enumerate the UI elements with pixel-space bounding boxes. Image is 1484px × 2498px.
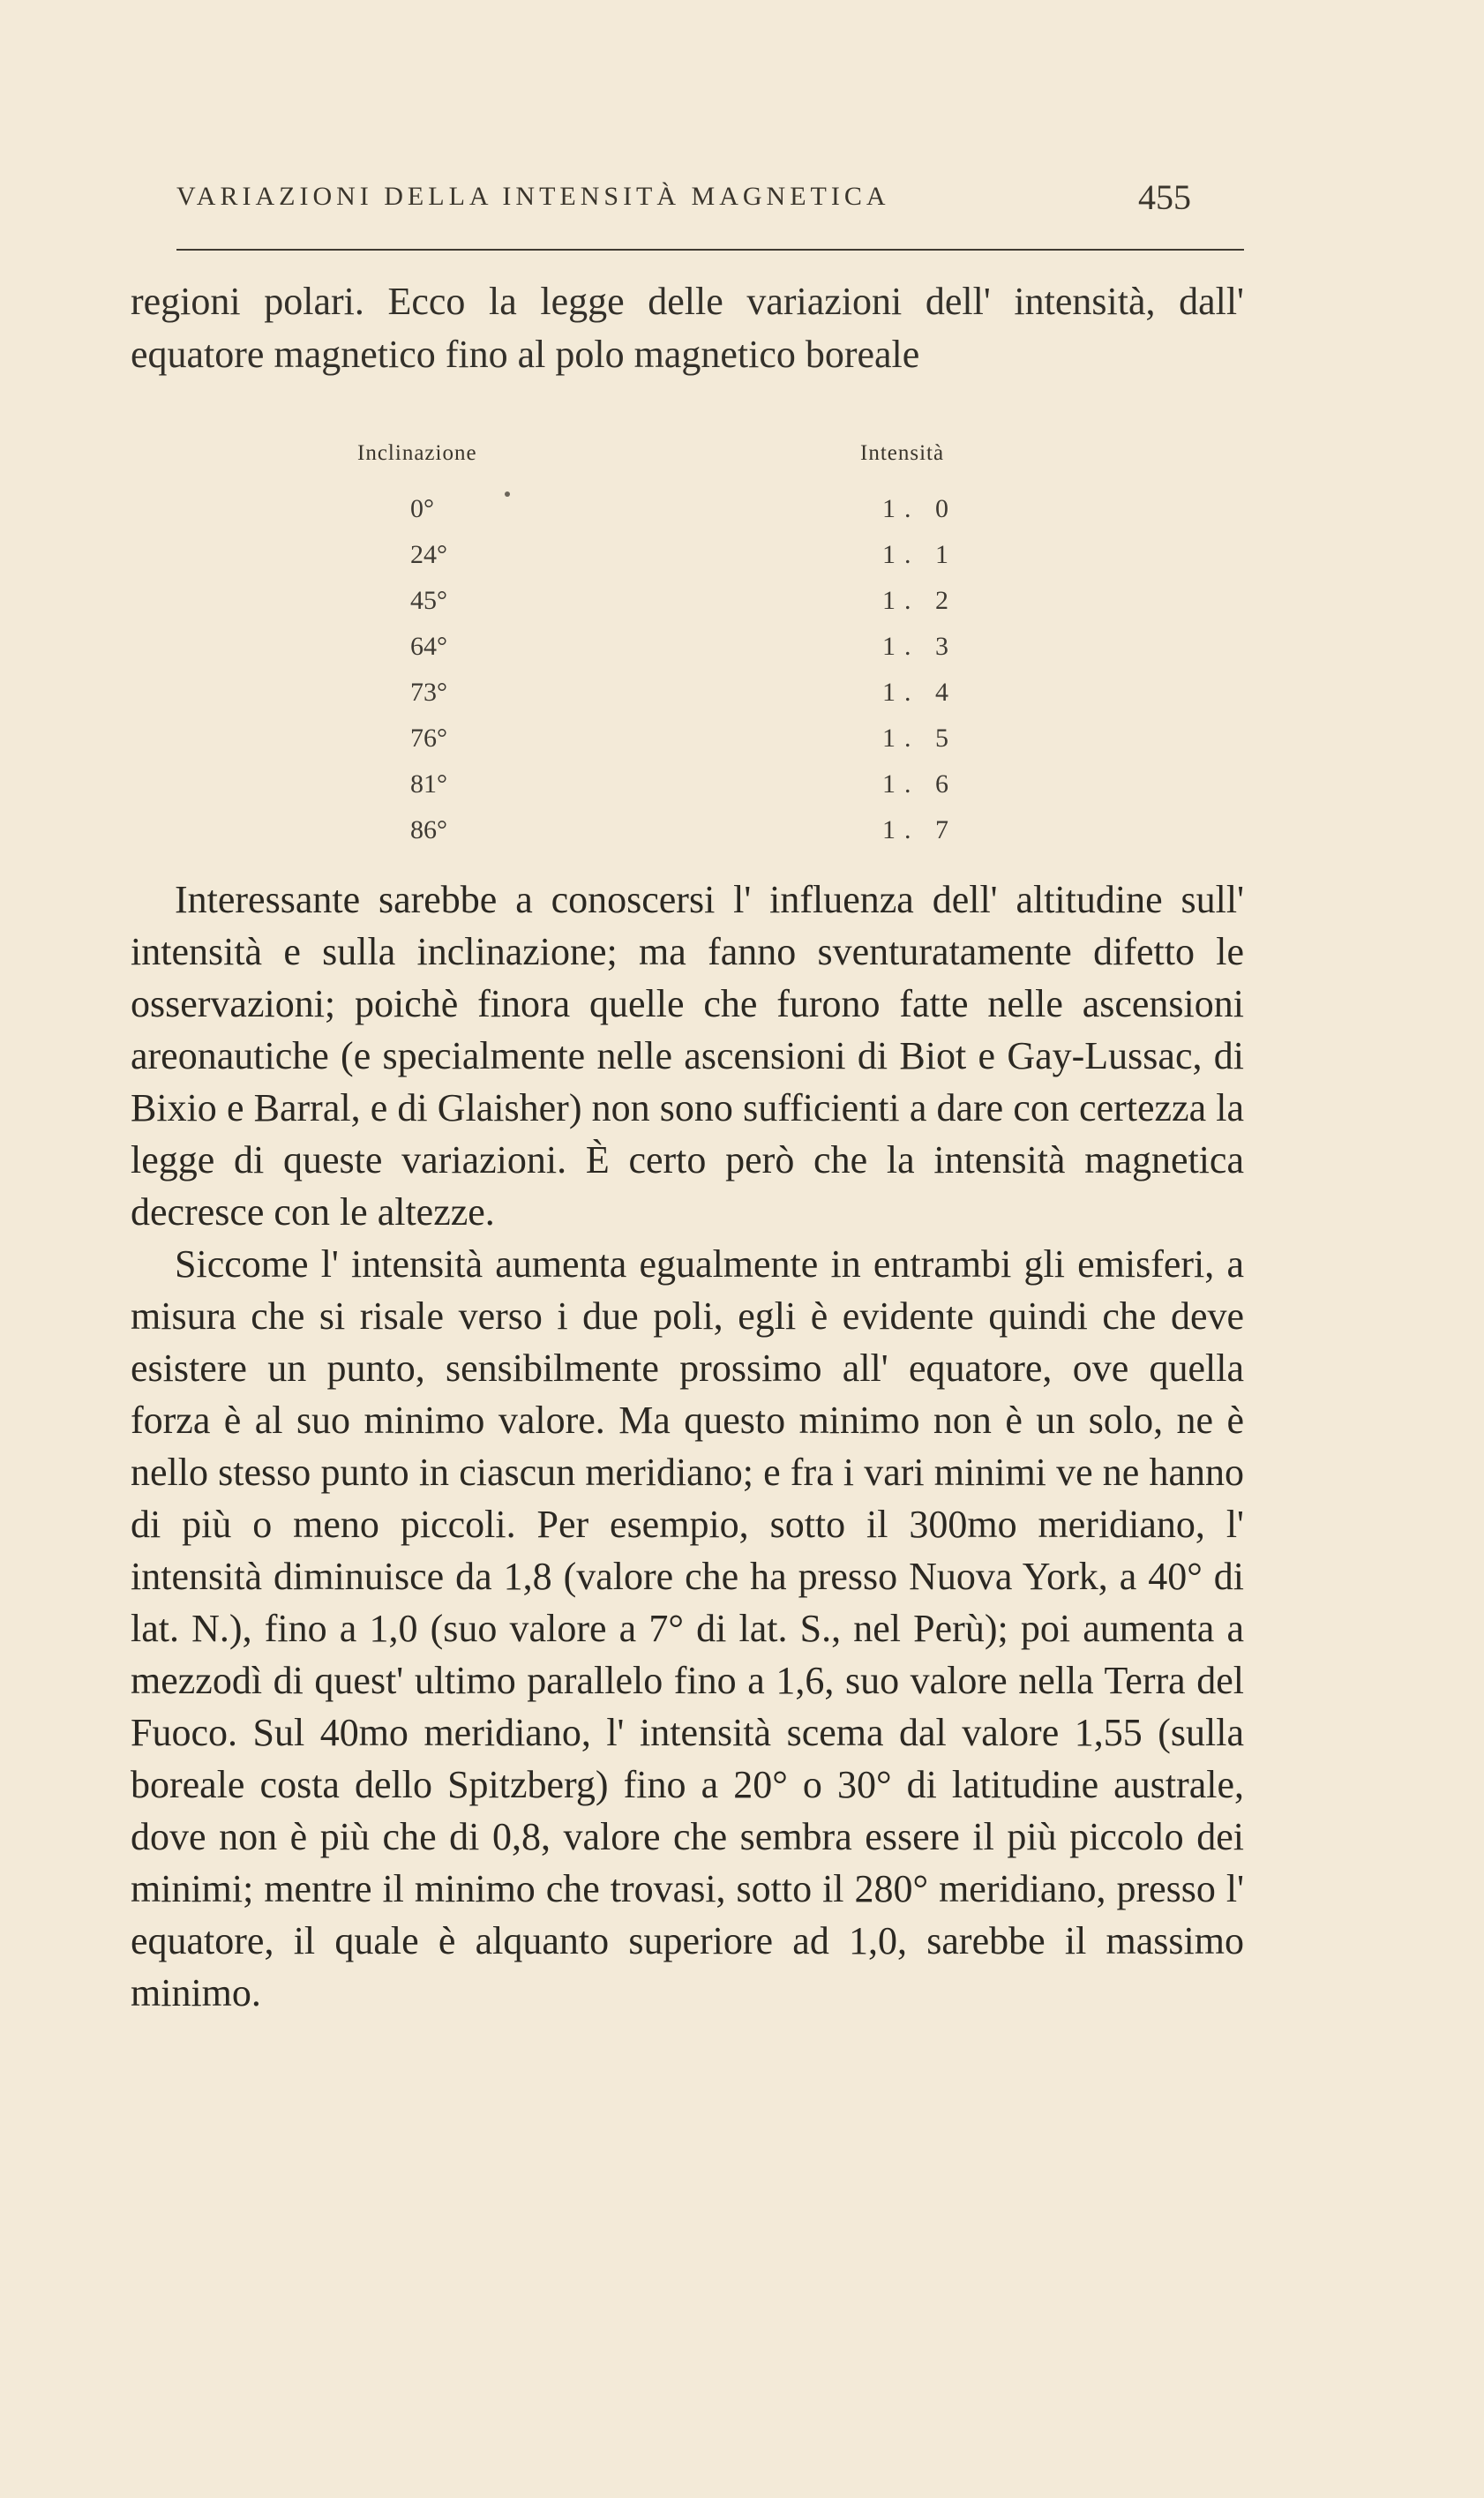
table-header-intensity: Intensità [860, 441, 945, 465]
inclination-cell: 76° [410, 724, 447, 753]
table-row [0, 724, 1484, 768]
intensity-cell: 1. 5 [882, 724, 957, 753]
body-text [131, 874, 1244, 2019]
paragraph-altitude: Interessante sarebbe a conoscersi l' influenza dell' altitudine sull' intensità e sulla inclinazione; ma fanno sventuratamente difetto le osservazioni; poichè finora quelle che furono fatte nelle ascensioni areonautiche (e specialmente nelle ascensioni di Biot e Gay-Lussac, di Bixio e Barral, e di Glaisher) non sono sufficienti a dare con certezza la legge di queste variazioni. È certo però che la intensità magnetica decresce con le altezze. [131, 878, 1244, 1234]
intensity-cell: 1. 1 [882, 540, 957, 569]
inclination-cell: 45° [410, 586, 447, 615]
inclination-cell: 81° [410, 769, 447, 799]
table-row [0, 494, 1484, 538]
intensity-cell: 1. 4 [882, 678, 957, 707]
table-row [0, 586, 1484, 630]
table-row [0, 815, 1484, 859]
intensity-cell: 1. 6 [882, 769, 957, 799]
intro-paragraph: regioni polari. Ecco la legge delle variazioni dell' intensità, dall' equatore magnetico fino al polo magnetico boreale [131, 280, 1244, 376]
table-row [0, 632, 1484, 676]
header-rule [176, 249, 1244, 251]
ink-speck [505, 491, 510, 497]
table-row [0, 769, 1484, 814]
page-number: 455 [1138, 177, 1191, 217]
table-row [0, 678, 1484, 722]
paragraph-minimum-intensity: Siccome l' intensità aumenta egualmente in entrambi gli emisferi, a misura che si risale verso i due poli, egli è evidente quindi che deve esistere un punto, sensibilmente prossimo all' equatore, ove quella forza è al suo minimo valore. Ma questo minimo non è un solo, ne è nello stesso punto in ciascun meridiano; e fra i vari minimi ve ne hanno di più o meno piccoli. Per esempio, sotto il 300mo meridiano, l' intensità diminuisce da 1,8 (valore che ha presso Nuova York, a 40° di lat. N.), fino a 1,0 (suo valore a 7° di lat. S., nel Perù); poi aumenta a mezzodì di quest' ultimo parallelo fino a 1,6, suo valore nella Terra del Fuoco. Sul 40mo meridiano, l' intensità scema dal valore 1,55 (sulla boreale costa dello Spitzberg) fino a 20° o 30° di latitudine australe, dove non è più che di 0,8, valore che sembra essere il più piccolo dei minimi; mentre il minimo che trovasi, sotto il 280° meridiano, presso l' equatore, il quale è alquanto superiore ad 1,0, sarebbe il massimo minimo. [131, 1242, 1244, 2014]
inclination-cell: 24° [410, 540, 447, 569]
intensity-cell: 1. 3 [882, 632, 957, 661]
running-title: VARIAZIONI DELLA INTENSITÀ MAGNETICA [176, 182, 890, 211]
intensity-cell: 1. 0 [882, 494, 957, 523]
table-row [0, 540, 1484, 584]
inclination-cell: 86° [410, 815, 447, 844]
inclination-cell: 64° [410, 632, 447, 661]
table-header-inclination: Inclinazione [357, 441, 477, 465]
intensity-cell: 1. 7 [882, 815, 957, 844]
inclination-cell: 73° [410, 678, 447, 707]
inclination-cell: 0° [410, 494, 434, 523]
intensity-cell: 1. 2 [882, 586, 957, 615]
